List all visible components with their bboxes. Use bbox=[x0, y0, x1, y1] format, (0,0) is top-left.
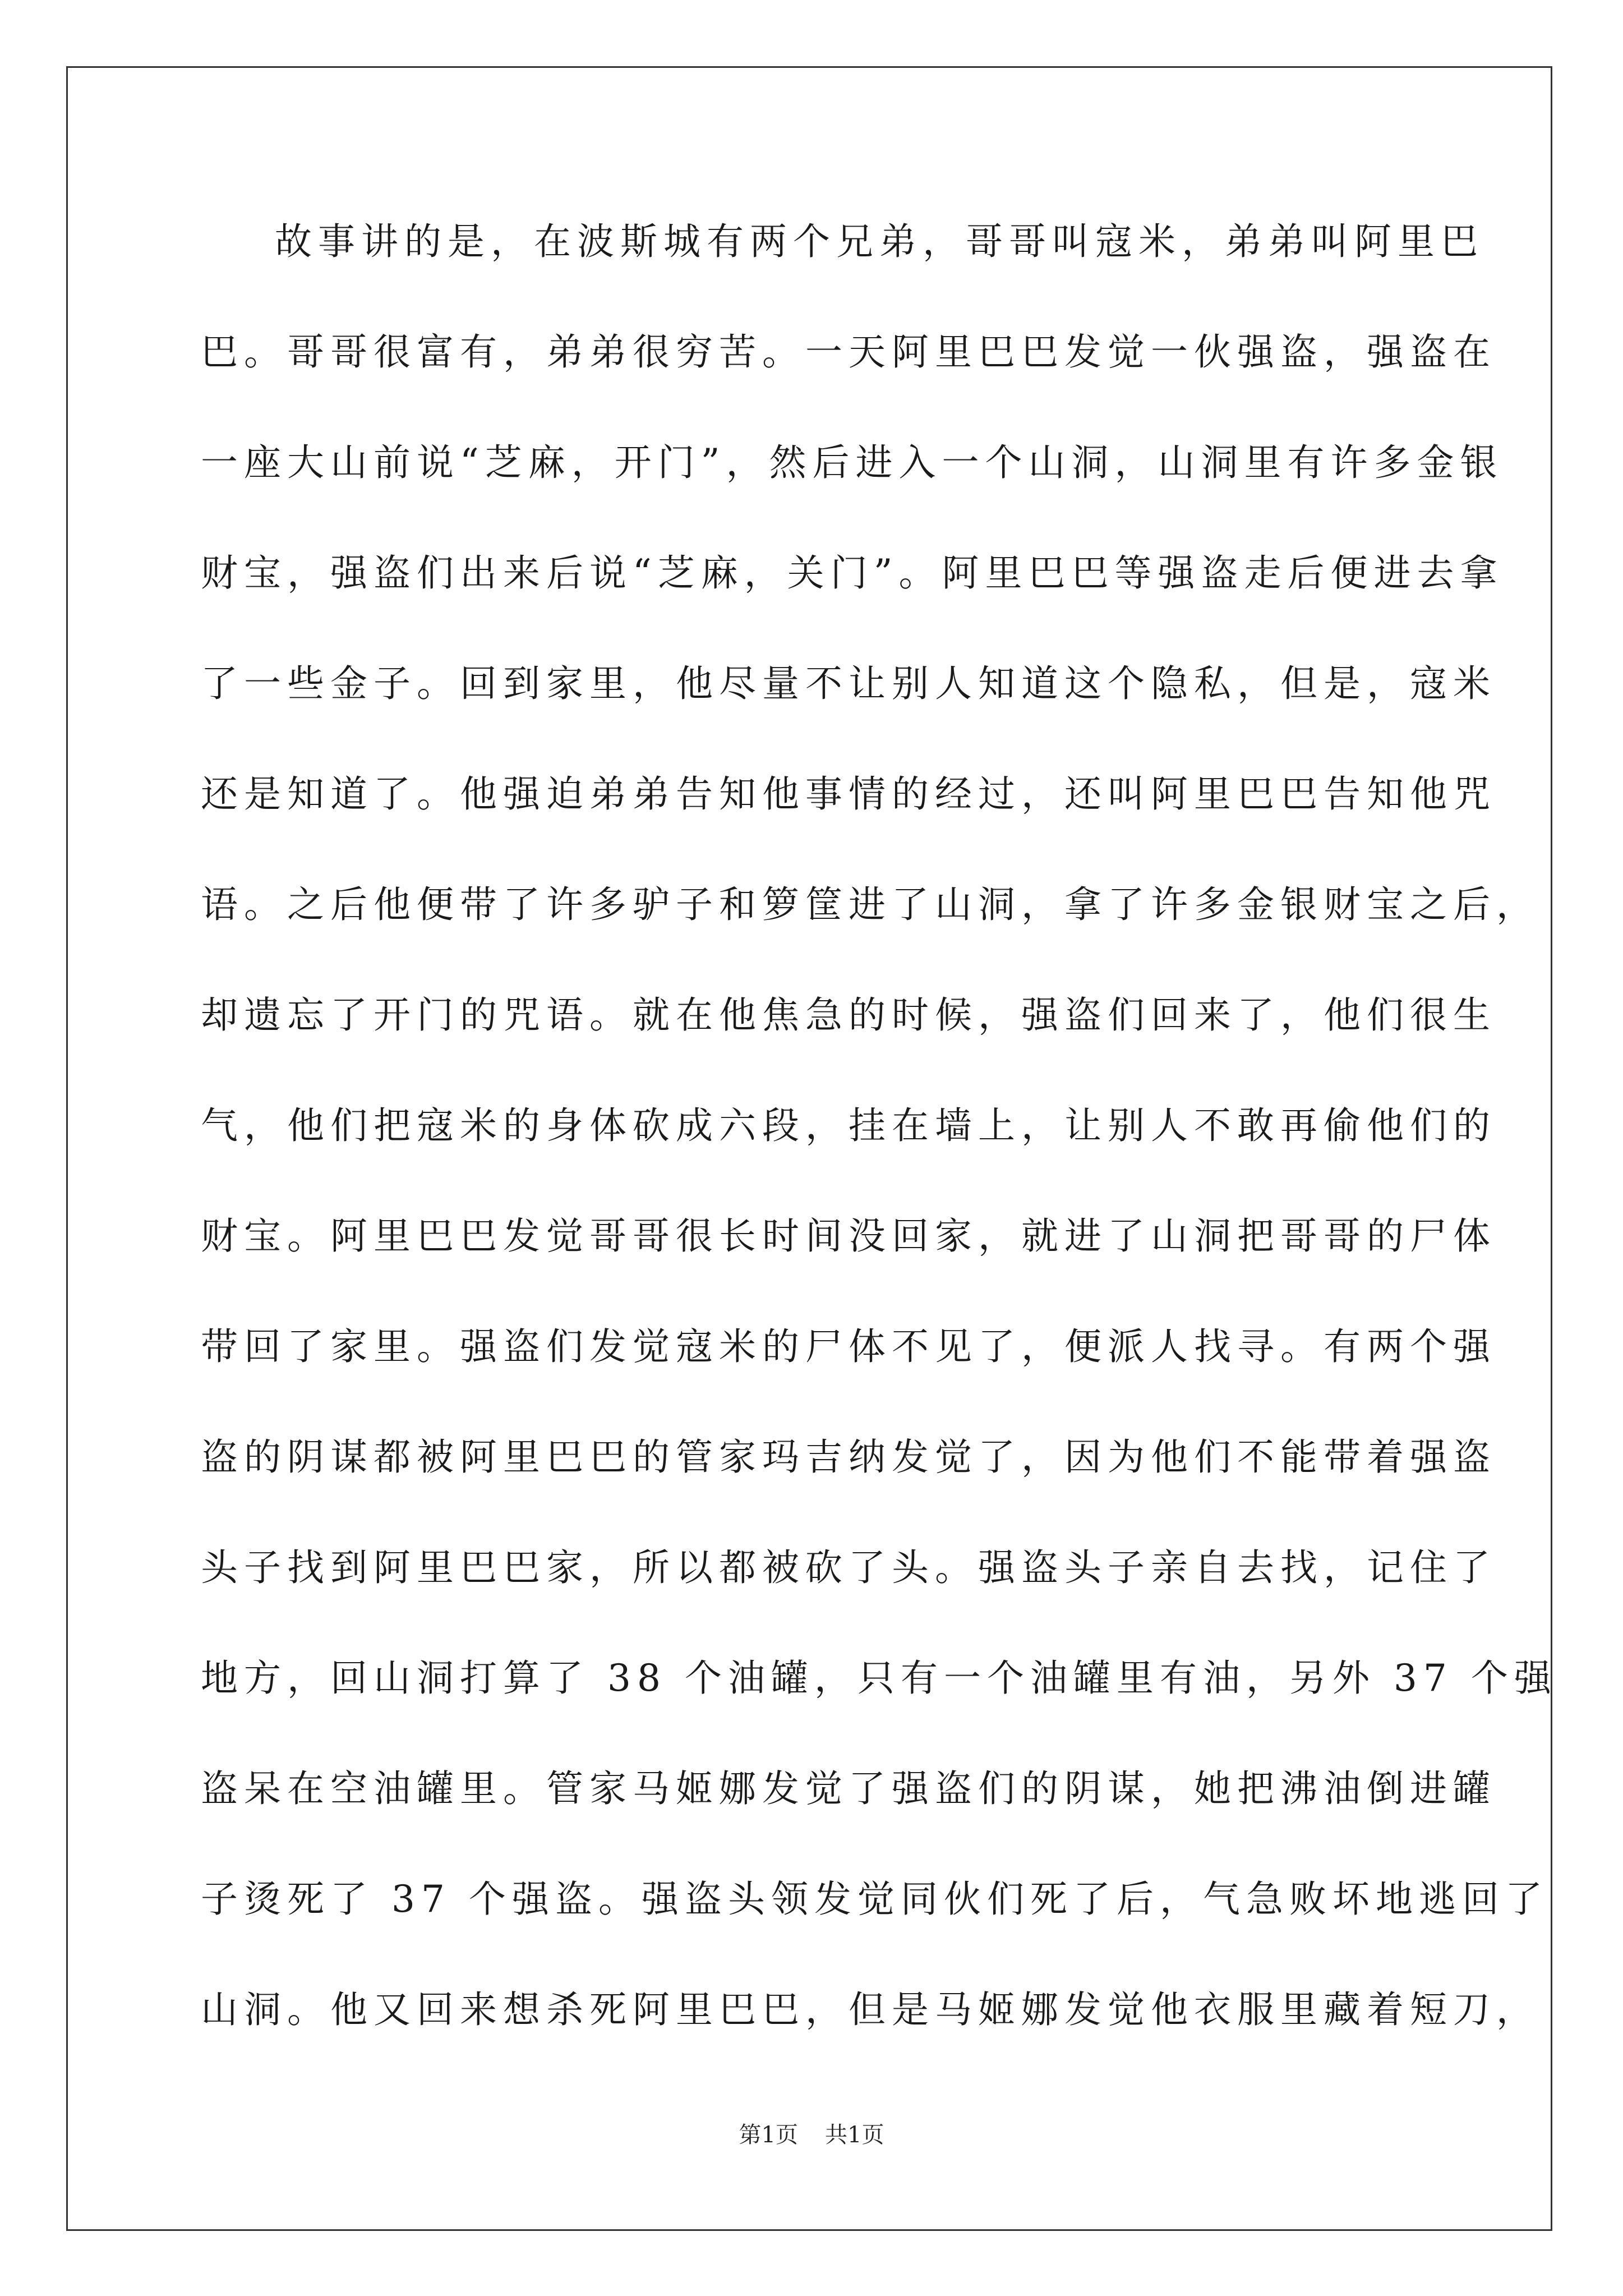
page-total: 共1页 bbox=[825, 2122, 884, 2148]
paragraph-line: 盗呆在空油罐里。管家马姬娜发觉了强盗们的阴谋，她把沸油倒进罐 bbox=[201, 1767, 1496, 1810]
paragraph-line: 语。之后他便带了许多驴子和箩筐进了山洞，拿了许多金银财宝之后， bbox=[201, 883, 1539, 926]
paragraph-line: 头子找到阿里巴巴家，所以都被砍了头。强盗头子亲自去找，记住了 bbox=[201, 1546, 1496, 1589]
paragraph-line: 还是知道了。他强迫弟弟告知他事情的经过，还叫阿里巴巴告知他咒 bbox=[201, 772, 1496, 816]
paragraph-line: 财宝，强盗们出来后说“芝麻，关门”。阿里巴巴等强盗走后便进去拿 bbox=[201, 551, 1504, 595]
paragraph-line: 一座大山前说“芝麻，开门”，然后进入一个山洞，山洞里有许多金银 bbox=[201, 441, 1504, 484]
paragraph-line: 巴。哥哥很富有，弟弟很穷苦。一天阿里巴巴发觉一伙强盗，强盗在 bbox=[201, 330, 1496, 374]
page-footer bbox=[0, 2118, 1623, 2152]
paragraph-line: 故事讲的是，在波斯城有两个兄弟，哥哥叫寇米，弟弟叫阿里巴 bbox=[275, 220, 1484, 263]
paragraph-line: 了一些金子。回到家里，他尽量不让别人知道这个隐私，但是，寇米 bbox=[201, 662, 1496, 705]
paragraph-line: 气，他们把寇米的身体砍成六段，挂在墙上，让别人不敢再偷他们的 bbox=[201, 1104, 1496, 1147]
paragraph-line: 地方，回山洞打算了 38 个油罐，只有一个油罐里有油，另外 37 个强 bbox=[201, 1657, 1557, 1700]
paragraph-line: 却遗忘了开门的咒语。就在他焦急的时候，强盗们回来了，他们很生 bbox=[201, 993, 1496, 1037]
body-text bbox=[201, 209, 1557, 2087]
paragraph-line: 带回了家里。强盗们发觉寇米的尸体不见了，便派人找寻。有两个强 bbox=[201, 1325, 1496, 1368]
paragraph-line: 财宝。阿里巴巴发觉哥哥很长时间没回家，就进了山洞把哥哥的尸体 bbox=[201, 1214, 1496, 1258]
paragraph-line: 子烫死了 37 个强盗。强盗头领发觉同伙们死了后，气急败坏地逃回了 bbox=[201, 1878, 1548, 1921]
page-number: 第1页 bbox=[739, 2122, 798, 2148]
paragraph-line: 山洞。他又回来想杀死阿里巴巴，但是马姬娜发觉他衣服里藏着短刀， bbox=[201, 1988, 1539, 2031]
paragraph-line: 盗的阴谋都被阿里巴巴的管家玛吉纳发觉了，因为他们不能带着强盗 bbox=[201, 1435, 1496, 1479]
